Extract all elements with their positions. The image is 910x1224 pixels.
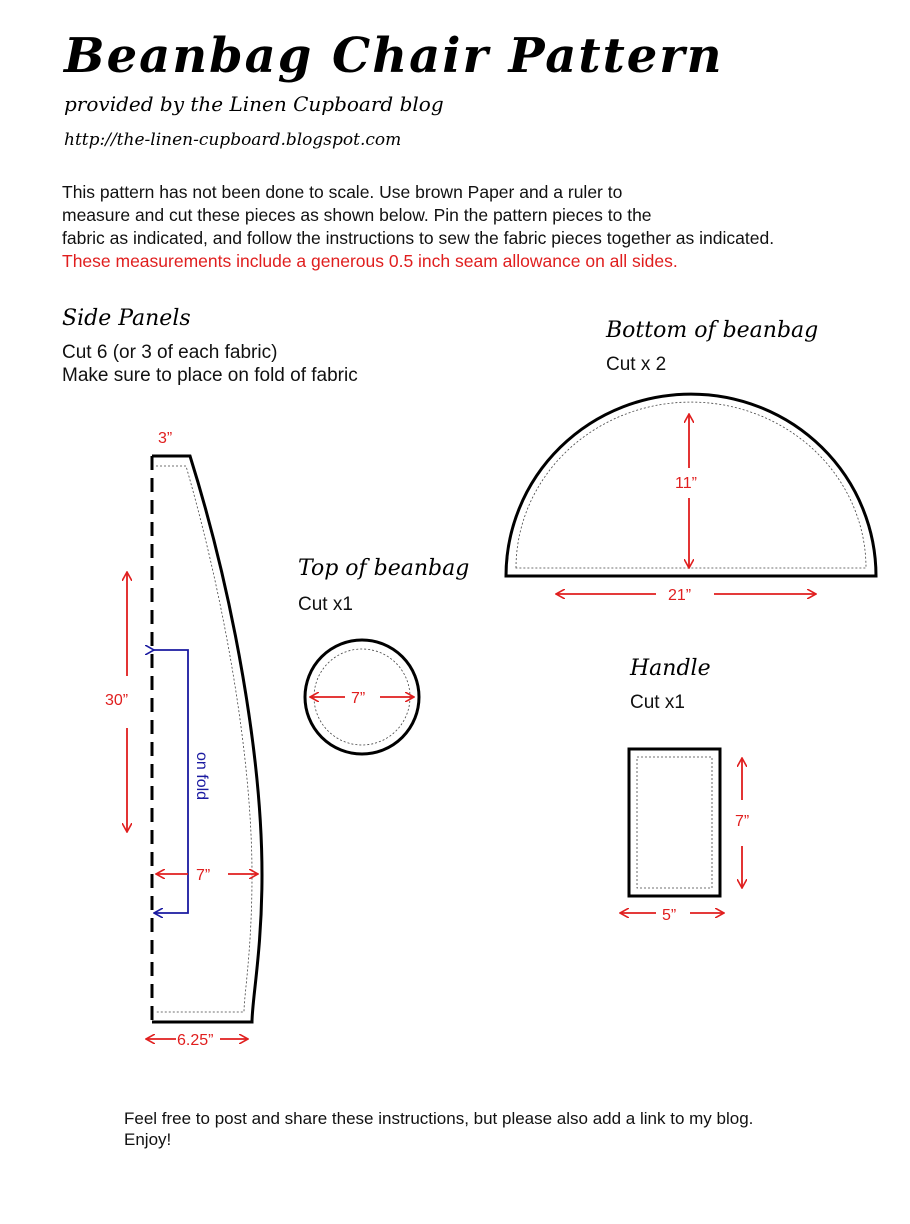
- side-panel-piece: [152, 456, 262, 1022]
- footer-line-2: Enjoy!: [124, 1130, 172, 1149]
- top-diameter-label: 7”: [351, 690, 366, 707]
- page-title: Beanbag Chair Pattern: [64, 28, 724, 84]
- side-panels-heading: Side Panels: [62, 306, 191, 331]
- intro-line-3: fabric as indicated, and follow the instructions to sew the fabric pieces together as indicated.: [62, 228, 775, 248]
- on-fold-label: on fold: [193, 752, 210, 801]
- bottom-cut: Cut x 2: [606, 354, 667, 375]
- top-cut: Cut x1: [298, 594, 353, 615]
- side-panel-bottom-width: 6.25”: [177, 1032, 214, 1049]
- side-panels-cut: Cut 6 (or 3 of each fabric): [62, 342, 278, 363]
- bottom-width-label: 21”: [668, 587, 692, 604]
- bottom-height-label: 11”: [675, 475, 697, 492]
- side-panel-height-label: 30”: [105, 692, 129, 709]
- side-panel-outline: [152, 456, 262, 1022]
- handle-outline: [629, 749, 720, 896]
- bottom-heading: Bottom of beanbag: [606, 318, 819, 343]
- side-panel-mid-width: 7”: [196, 867, 211, 884]
- footer-note: [124, 1108, 753, 1150]
- intro-line-2: measure and cut these pieces as shown below. Pin the pattern pieces to the: [62, 205, 652, 225]
- intro-line-1: This pattern has not been done to scale. Use brown Paper and a ruler to: [62, 182, 623, 202]
- handle-heading: Handle: [630, 656, 711, 681]
- handle-cut: Cut x1: [630, 692, 685, 713]
- side-panels-fold-note: Make sure to place on fold of fabric: [62, 365, 358, 386]
- page-subtitle: provided by the Linen Cupboard blog: [64, 92, 444, 116]
- side-panel-top-width: 3”: [158, 430, 173, 447]
- handle-seam-line: [637, 757, 712, 888]
- footer-line-1: Feel free to post and share these instructions, but please also add a link to my blog.: [124, 1109, 754, 1128]
- blog-url[interactable]: http://the-linen-cupboard.blogspot.com: [64, 130, 402, 150]
- handle-width-label: 5”: [662, 907, 677, 924]
- side-panel-seam-line: [156, 466, 252, 1012]
- top-heading: Top of beanbag: [298, 556, 470, 581]
- seam-allowance-note: These measurements include a generous 0.5 inch seam allowance on all sides.: [62, 251, 678, 271]
- handle-height-label: 7”: [735, 813, 750, 830]
